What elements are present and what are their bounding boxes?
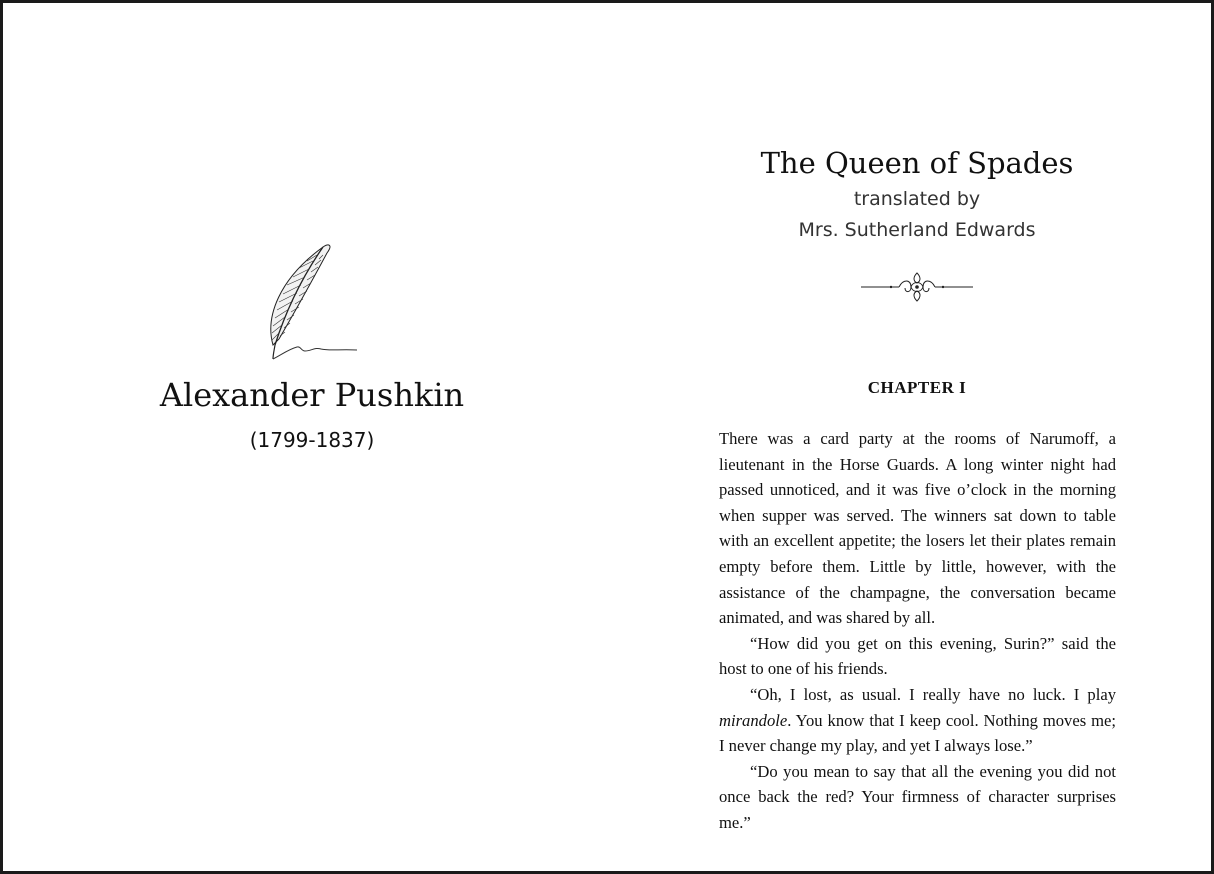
paragraph: “How did you get on this evening, Surin?” said the host to one of his friends.	[719, 633, 1116, 679]
chapter-text	[719, 426, 1116, 836]
author-dates: (1799-1837)	[249, 428, 375, 452]
book-title: The Queen of Spades	[760, 146, 1074, 180]
paragraph: There was a card party at the rooms of Narumoff, a lieutenant in the Horse Guards. A long winter night had passed unnoticed, and it was five o’clock in the morning when supper was served. The winners sat down to table with an excellent appetite; the losers let their plates remain empty before them. Little by little, however, with the assistance of the champagne, the conversation became animated, and was shared by all.	[719, 429, 1116, 628]
translated-by-label: translated by	[853, 188, 981, 210]
flourish-ornament-icon	[861, 269, 973, 305]
right-page	[607, 3, 1211, 871]
author-name: Alexander Pushkin	[159, 376, 465, 414]
paragraph-text: “Oh, I lost, as usual. I really have no luck. I play	[750, 684, 1116, 704]
paragraph	[719, 682, 1116, 759]
quill-pen-icon	[257, 239, 369, 367]
paragraph: “Do you mean to say that all the evening you did not once back the red? Your firmness of character surprises me.”	[719, 761, 1116, 832]
paragraph-text: . You know that I keep cool. Nothing moves me; I never change my play, and yet I always lose.”	[719, 710, 1116, 756]
italic-term: mirandole	[719, 710, 788, 730]
chapter-heading: CHAPTER I	[867, 378, 967, 397]
left-page	[3, 3, 607, 871]
translator-name: Mrs. Sutherland Edwards	[798, 219, 1036, 241]
